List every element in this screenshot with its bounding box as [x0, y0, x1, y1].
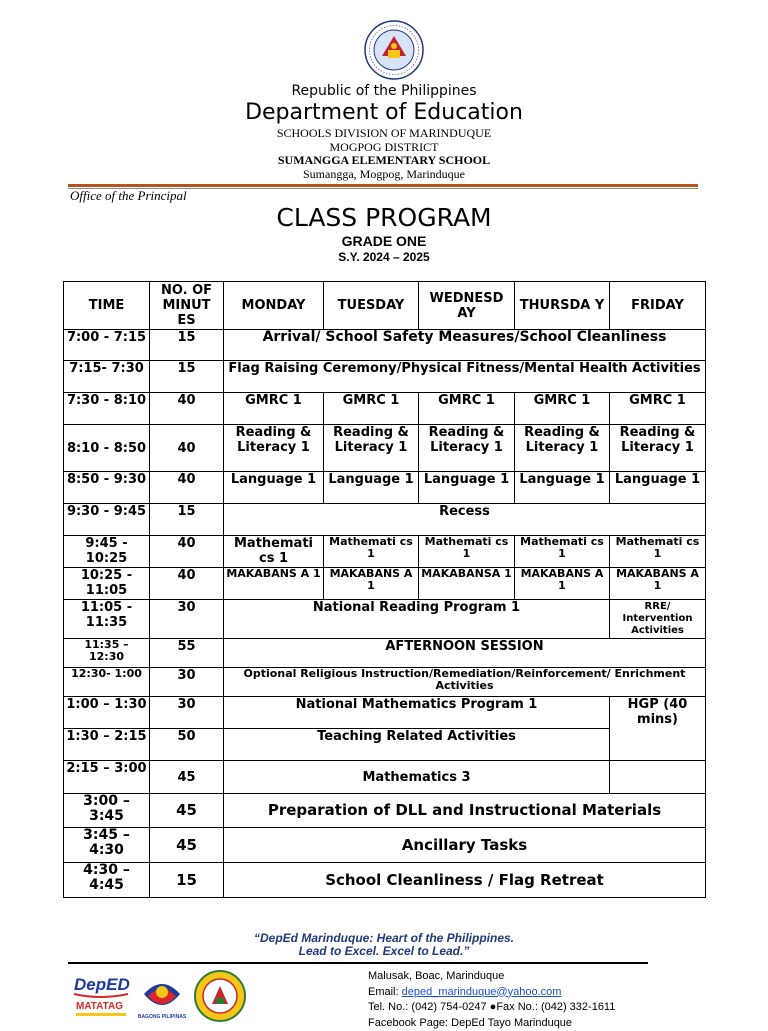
activity-cell: Mathematics 3 [224, 761, 610, 794]
footer-quote [0, 932, 768, 958]
minutes-cell: 45 [150, 761, 224, 794]
activity-cell: Optional Religious Instruction/Remediation/Reinforcement/ Enrichment Activities [224, 668, 706, 697]
time-cell: 11:05 - 11:35 [64, 600, 150, 639]
monday-cell: Reading & Literacy 1 [224, 425, 324, 472]
friday-cell: Reading & Literacy 1 [610, 425, 706, 472]
friday-cell: MAKABANS A 1 [610, 568, 706, 600]
deped-seal-icon [364, 20, 424, 80]
minutes-cell: 55 [150, 639, 224, 668]
minutes-cell: 40 [150, 425, 224, 472]
header-division: SCHOOLS DIVISION OF MARINDUQUE [0, 126, 768, 141]
time-cell: 3:45 – 4:30 [64, 828, 150, 863]
time-cell: 9:30 - 9:45 [64, 504, 150, 536]
header-tuesday: TUESDAY [324, 282, 419, 330]
header-department: Department of Education [0, 100, 768, 125]
wednesday-cell: Reading & Literacy 1 [419, 425, 515, 472]
school-year: S.Y. 2024 – 2025 [0, 250, 768, 264]
activity-cell: Arrival/ School Safety Measures/School Cleanliness [224, 330, 706, 361]
header-minutes: NO. OF MINUT ES [150, 282, 224, 330]
table-row [64, 863, 706, 898]
minutes-cell: 30 [150, 668, 224, 697]
wednesday-cell: Language 1 [419, 472, 515, 504]
minutes-cell: 40 [150, 536, 224, 568]
class-program-table [63, 281, 706, 898]
footer-phone: Tel. No.: (042) 754-0247 ●Fax No.: (042) 332-1611 [368, 1000, 615, 1016]
minutes-cell: 40 [150, 568, 224, 600]
friday-cell: RRE/ Intervention Activities [610, 600, 706, 639]
table-row [64, 330, 706, 361]
friday-cell: Mathemati cs 1 [610, 536, 706, 568]
sdo-marinduque-seal-icon [194, 970, 246, 1022]
table-row [64, 761, 706, 794]
activity-cell: Preparation of DLL and Instructional Materials [224, 794, 706, 828]
time-cell: 2:15 – 3:00 [64, 761, 150, 794]
tuesday-cell: Mathemati cs 1 [324, 536, 419, 568]
header-monday: MONDAY [224, 282, 324, 330]
bagong-logo-text: BAGONG PILIPINAS [138, 1014, 186, 1020]
table-row [64, 729, 706, 761]
minutes-cell: 40 [150, 472, 224, 504]
table-row [64, 361, 706, 393]
footer-address: Malusak, Boac, Marinduque [368, 969, 615, 985]
monday-cell: GMRC 1 [224, 393, 324, 425]
time-cell: 11:35 – 12:30 [64, 639, 150, 668]
document-title: CLASS PROGRAM [0, 203, 768, 232]
deped-logo-text: DepED [74, 975, 130, 994]
minutes-cell: 30 [150, 600, 224, 639]
header-address: Sumangga, Mogpog, Marinduque [0, 167, 768, 182]
minutes-cell: 15 [150, 863, 224, 898]
table-row [64, 536, 706, 568]
minutes-cell: 15 [150, 330, 224, 361]
header-district: MOGPOG DISTRICT [0, 140, 768, 155]
table-row [64, 393, 706, 425]
table-row [64, 828, 706, 863]
time-cell: 8:50 - 9:30 [64, 472, 150, 504]
monday-cell: Mathemati cs 1 [224, 536, 324, 568]
minutes-cell: 40 [150, 393, 224, 425]
thursday-cell: GMRC 1 [515, 393, 610, 425]
table-row [64, 668, 706, 697]
minutes-cell: 45 [150, 794, 224, 828]
wednesday-cell: GMRC 1 [419, 393, 515, 425]
friday-cell: GMRC 1 [610, 393, 706, 425]
minutes-cell: 30 [150, 697, 224, 729]
footer-divider [68, 962, 648, 964]
activity-cell: Ancillary Tasks [224, 828, 706, 863]
thursday-cell: Language 1 [515, 472, 610, 504]
quote-line-1: “DepEd Marinduque: Heart of the Philippines. [0, 932, 768, 945]
tuesday-cell: GMRC 1 [324, 393, 419, 425]
header-thursday: THURSDA Y [515, 282, 610, 330]
thursday-cell: Reading & Literacy 1 [515, 425, 610, 472]
bagong-pilipinas-logo [138, 972, 186, 1020]
tuesday-cell: Reading & Literacy 1 [324, 425, 419, 472]
tuesday-cell: MAKABANS A 1 [324, 568, 419, 600]
activity-cell: Recess [224, 504, 706, 536]
wednesday-cell: Mathemati cs 1 [419, 536, 515, 568]
table-row [64, 794, 706, 828]
email-label: Email: [368, 986, 402, 998]
table-row [64, 639, 706, 668]
table-row [64, 600, 706, 639]
thursday-cell: Mathemati cs 1 [515, 536, 610, 568]
time-cell: 3:00 – 3:45 [64, 794, 150, 828]
table-header-row [64, 282, 706, 330]
table-row [64, 504, 706, 536]
time-cell: 8:10 - 8:50 [64, 425, 150, 472]
activity-cell: AFTERNOON SESSION [224, 639, 706, 668]
header-friday: FRIDAY [610, 282, 706, 330]
deped-matatag-logo [72, 970, 130, 1020]
footer-facebook: Facebook Page: DepEd Tayo Marinduque [368, 1016, 615, 1031]
email-link[interactable]: deped_marinduque@yahoo.com [402, 986, 562, 998]
friday-hgp-cell: HGP (40 mins) [610, 697, 706, 761]
tuesday-cell: Language 1 [324, 472, 419, 504]
footer-email-line [368, 985, 615, 1001]
time-cell: 1:30 – 2:15 [64, 729, 150, 761]
grade-label: GRADE ONE [0, 233, 768, 249]
header-divider [68, 184, 698, 187]
wednesday-cell: MAKABANSA 1 [419, 568, 515, 600]
monday-cell: Language 1 [224, 472, 324, 504]
minutes-cell: 15 [150, 361, 224, 393]
time-cell: 7:30 - 8:10 [64, 393, 150, 425]
office-label: Office of the Principal [70, 188, 187, 204]
minutes-cell: 15 [150, 504, 224, 536]
monday-cell: MAKABANS A 1 [224, 568, 324, 600]
activity-cell: Flag Raising Ceremony/Physical Fitness/Mental Health Activities [224, 361, 706, 393]
header-wednesday: WEDNESD AY [419, 282, 515, 330]
matatag-logo-text: MATATAG [76, 1001, 123, 1012]
table-row [64, 568, 706, 600]
activity-cell: Teaching Related Activities [224, 729, 610, 761]
footer-contact [368, 969, 615, 1031]
time-cell: 7:00 - 7:15 [64, 330, 150, 361]
activity-cell: National Reading Program 1 [224, 600, 610, 639]
header-republic: Republic of the Philippines [0, 83, 768, 99]
time-cell: 4:30 – 4:45 [64, 863, 150, 898]
header-time: TIME [64, 282, 150, 330]
time-cell: 9:45 - 10:25 [64, 536, 150, 568]
minutes-cell: 45 [150, 828, 224, 863]
quote-line-2: Lead to Excel. Excel to Lead.” [0, 945, 768, 958]
time-cell: 1:00 – 1:30 [64, 697, 150, 729]
time-cell: 7:15- 7:30 [64, 361, 150, 393]
time-cell: 12:30- 1:00 [64, 668, 150, 697]
activity-cell: School Cleanliness / Flag Retreat [224, 863, 706, 898]
table-row [64, 472, 706, 504]
activity-cell: National Mathematics Program 1 [224, 697, 610, 729]
thursday-cell: MAKABANS A 1 [515, 568, 610, 600]
time-cell: 10:25 - 11:05 [64, 568, 150, 600]
friday-empty-cell [610, 761, 706, 794]
header-school: SUMANGGA ELEMENTARY SCHOOL [0, 153, 768, 168]
minutes-cell: 50 [150, 729, 224, 761]
table-row [64, 425, 706, 472]
table-row [64, 697, 706, 729]
friday-cell: Language 1 [610, 472, 706, 504]
